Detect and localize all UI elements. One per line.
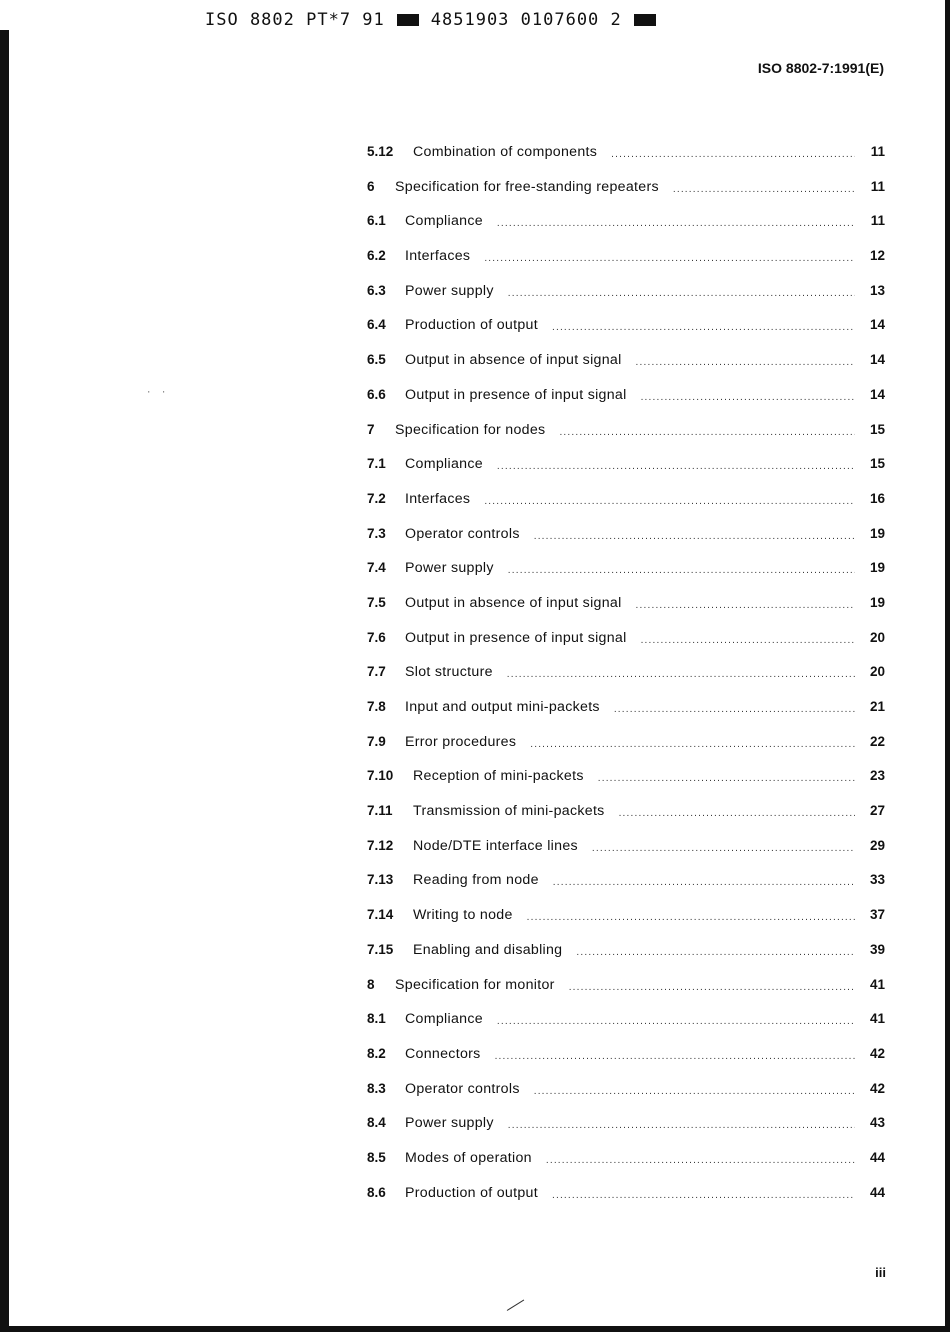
toc-dot-leader <box>641 629 855 643</box>
toc-section-number: 7.12 <box>367 837 394 853</box>
toc-section-number: 7.13 <box>367 872 394 888</box>
toc-page-number: 37 <box>869 907 885 923</box>
toc-dot-leader <box>508 559 855 573</box>
toc-section-title: Output in absence of input signal <box>405 352 622 369</box>
toc-entry <box>367 348 885 383</box>
toc-section-number: 7.2 <box>367 490 386 506</box>
toc-section-title: Output in presence of input signal <box>405 386 627 403</box>
toc-dot-leader <box>508 1114 855 1128</box>
toc-dot-leader <box>553 871 855 885</box>
toc-page-number: 21 <box>869 699 885 714</box>
scan-border-bottom <box>0 1326 950 1332</box>
toc-dot-leader <box>569 976 855 990</box>
toc-section-title: Reading from node <box>413 872 539 889</box>
toc-dot-leader <box>530 733 855 747</box>
toc-page-number: 11 <box>870 144 885 159</box>
toc-entry <box>367 556 885 591</box>
toc-dot-leader <box>673 178 855 192</box>
toc-section-title: Error procedures <box>405 733 517 750</box>
toc-dot-leader <box>636 351 855 365</box>
toc-page-number: 14 <box>869 317 885 333</box>
toc-dot-leader <box>497 1010 855 1024</box>
toc-section-title: Production of output <box>405 317 538 334</box>
table-of-contents <box>367 140 885 1215</box>
toc-page-number: 20 <box>869 664 885 680</box>
toc-dot-leader <box>497 455 855 469</box>
toc-entry <box>367 279 885 314</box>
toc-page-number: 44 <box>869 1184 885 1200</box>
toc-entry <box>367 660 885 695</box>
toc-page-number: 42 <box>869 1080 885 1096</box>
toc-dot-leader <box>484 490 855 504</box>
toc-section-number: 7 <box>367 421 375 437</box>
toc-section-number: 6.4 <box>367 317 386 333</box>
toc-section-number: 8.2 <box>367 1045 386 1061</box>
redaction-block <box>634 14 656 26</box>
toc-page-number: 29 <box>869 837 885 853</box>
toc-page-number: 15 <box>869 456 885 472</box>
toc-entry <box>367 140 885 175</box>
toc-entry <box>367 799 885 834</box>
toc-entry <box>367 938 885 973</box>
toc-page-number: 23 <box>869 768 885 784</box>
toc-section-number: 7.8 <box>367 699 386 714</box>
toc-entry <box>367 209 885 244</box>
toc-section-number: 6.3 <box>367 282 386 298</box>
toc-entry <box>367 1042 885 1077</box>
toc-section-title: Production of output <box>405 1184 538 1201</box>
toc-section-title: Power supply <box>405 282 494 299</box>
scan-border-right <box>945 0 950 1332</box>
toc-entry <box>367 903 885 938</box>
toc-page-number: 19 <box>869 525 885 541</box>
toc-entry <box>367 626 885 661</box>
toc-section-title: Interfaces <box>405 248 471 265</box>
toc-section-number: 7.10 <box>367 768 394 784</box>
toc-section-number: 5.12 <box>367 144 394 159</box>
toc-page-number: 11 <box>870 213 885 229</box>
toc-entry <box>367 730 885 765</box>
toc-entry <box>367 591 885 626</box>
toc-section-number: 7.6 <box>367 629 386 645</box>
toc-section-title: Node/DTE interface lines <box>413 837 578 854</box>
toc-entry <box>367 1111 885 1146</box>
toc-entry <box>367 868 885 903</box>
toc-dot-leader <box>534 1080 855 1094</box>
toc-entry <box>367 695 885 730</box>
toc-page-number: 13 <box>869 282 885 298</box>
toc-section-number: 8.1 <box>367 1011 386 1027</box>
toc-page-number: 11 <box>870 178 885 194</box>
catalog-code-secondary: 4851903 0107600 2 <box>430 10 622 30</box>
toc-dot-leader <box>495 1045 855 1059</box>
toc-page-number: 42 <box>869 1045 885 1061</box>
toc-page-number: 19 <box>869 560 885 576</box>
toc-section-number: 7.5 <box>367 594 386 610</box>
toc-page-number: 39 <box>869 941 885 957</box>
toc-dot-leader <box>534 525 855 539</box>
toc-section-title: Input and output mini-packets <box>405 699 600 715</box>
toc-entry <box>367 1007 885 1042</box>
toc-dot-leader <box>552 1184 855 1198</box>
toc-entry <box>367 1146 885 1181</box>
toc-dot-leader <box>611 143 855 157</box>
toc-section-number: 8.5 <box>367 1149 386 1165</box>
toc-dot-leader <box>507 663 855 677</box>
toc-page-number: 16 <box>869 490 885 506</box>
toc-section-number: 7.15 <box>367 941 394 957</box>
toc-entry <box>367 452 885 487</box>
toc-dot-leader <box>592 837 855 851</box>
toc-section-number: 6.6 <box>367 386 386 402</box>
toc-page-number: 14 <box>869 386 885 402</box>
toc-section-number: 8.4 <box>367 1115 386 1131</box>
toc-page-number: 20 <box>869 629 885 645</box>
toc-section-title: Writing to node <box>413 907 513 924</box>
toc-page-number: 15 <box>869 421 885 437</box>
toc-page-number: 33 <box>869 872 885 888</box>
toc-section-title: Specification for free-standing repeaters <box>395 178 659 195</box>
toc-dot-leader <box>552 316 855 330</box>
toc-section-number: 7.1 <box>367 456 386 472</box>
scan-mark <box>507 1299 524 1310</box>
toc-section-title: Transmission of mini-packets <box>413 803 605 820</box>
toc-page-number: 43 <box>869 1115 885 1131</box>
toc-section-title: Output in presence of input signal <box>405 629 627 646</box>
toc-section-title: Output in absence of input signal <box>405 594 622 611</box>
document-id: ISO 8802-7:1991(E) <box>757 60 884 76</box>
toc-section-title: Compliance <box>405 1011 483 1028</box>
toc-section-title: Specification for nodes <box>395 421 546 438</box>
toc-page-number: 19 <box>869 594 885 610</box>
toc-dot-leader <box>619 802 855 816</box>
toc-dot-leader <box>614 698 855 712</box>
toc-section-title: Operator controls <box>405 1080 520 1097</box>
toc-section-title: Power supply <box>405 1115 494 1132</box>
toc-entry <box>367 383 885 418</box>
toc-section-number: 8 <box>367 976 375 992</box>
toc-entry <box>367 244 885 279</box>
toc-section-title: Reception of mini-packets <box>413 768 584 785</box>
toc-section-number: 7.4 <box>367 560 386 576</box>
toc-section-title: Interfaces <box>405 490 471 507</box>
toc-entry <box>367 175 885 210</box>
toc-section-number: 7.7 <box>367 664 386 680</box>
toc-dot-leader <box>497 212 855 226</box>
toc-entry <box>367 764 885 799</box>
toc-dot-leader <box>559 421 855 435</box>
toc-page-number: 27 <box>869 803 885 819</box>
toc-section-title: Compliance <box>405 456 483 473</box>
toc-dot-leader <box>598 767 855 781</box>
toc-section-title: Specification for monitor <box>395 976 555 993</box>
toc-section-title: Connectors <box>405 1045 481 1062</box>
toc-section-title: Power supply <box>405 560 494 577</box>
toc-dot-leader <box>576 941 855 955</box>
toc-section-number: 6.1 <box>367 213 386 229</box>
toc-section-number: 7.14 <box>367 907 394 923</box>
toc-dot-leader <box>636 594 855 608</box>
toc-section-number: 6.2 <box>367 248 386 264</box>
toc-entry <box>367 522 885 557</box>
page-number: iii <box>875 1265 886 1280</box>
toc-dot-leader <box>527 906 855 920</box>
toc-section-number: 8.3 <box>367 1080 386 1096</box>
scan-specks: · · <box>146 388 169 398</box>
toc-page-number: 14 <box>869 352 885 368</box>
toc-section-title: Operator controls <box>405 525 520 542</box>
toc-entry <box>367 973 885 1008</box>
toc-section-number: 8.6 <box>367 1184 386 1200</box>
toc-section-title: Modes of operation <box>405 1149 532 1166</box>
toc-dot-leader <box>484 247 855 261</box>
toc-section-title: Slot structure <box>405 664 493 681</box>
toc-dot-leader <box>546 1149 855 1163</box>
scan-border-left <box>0 30 9 1330</box>
toc-page-number: 41 <box>869 1011 885 1027</box>
toc-section-title: Compliance <box>405 213 483 230</box>
toc-entry <box>367 1181 885 1216</box>
redaction-block <box>397 14 419 26</box>
toc-page-number: 22 <box>869 733 885 749</box>
toc-page-number: 12 <box>869 248 885 264</box>
toc-section-title: Enabling and disabling <box>413 941 563 958</box>
toc-entry <box>367 487 885 522</box>
toc-section-number: 7.9 <box>367 733 386 749</box>
catalog-header <box>205 9 656 31</box>
toc-section-number: 7.11 <box>367 803 393 819</box>
toc-section-title: Combination of components <box>413 144 598 160</box>
toc-dot-leader <box>641 386 855 400</box>
toc-entry <box>367 313 885 348</box>
toc-page-number: 44 <box>869 1149 885 1165</box>
catalog-code-primary: ISO 8802 PT*7 91 <box>205 10 385 30</box>
toc-section-number: 6.5 <box>367 352 386 368</box>
toc-entry <box>367 418 885 453</box>
toc-page-number: 41 <box>869 976 885 992</box>
toc-section-number: 7.3 <box>367 525 386 541</box>
toc-section-number: 6 <box>367 178 375 194</box>
toc-entry <box>367 834 885 869</box>
toc-entry <box>367 1077 885 1112</box>
toc-dot-leader <box>508 282 855 296</box>
